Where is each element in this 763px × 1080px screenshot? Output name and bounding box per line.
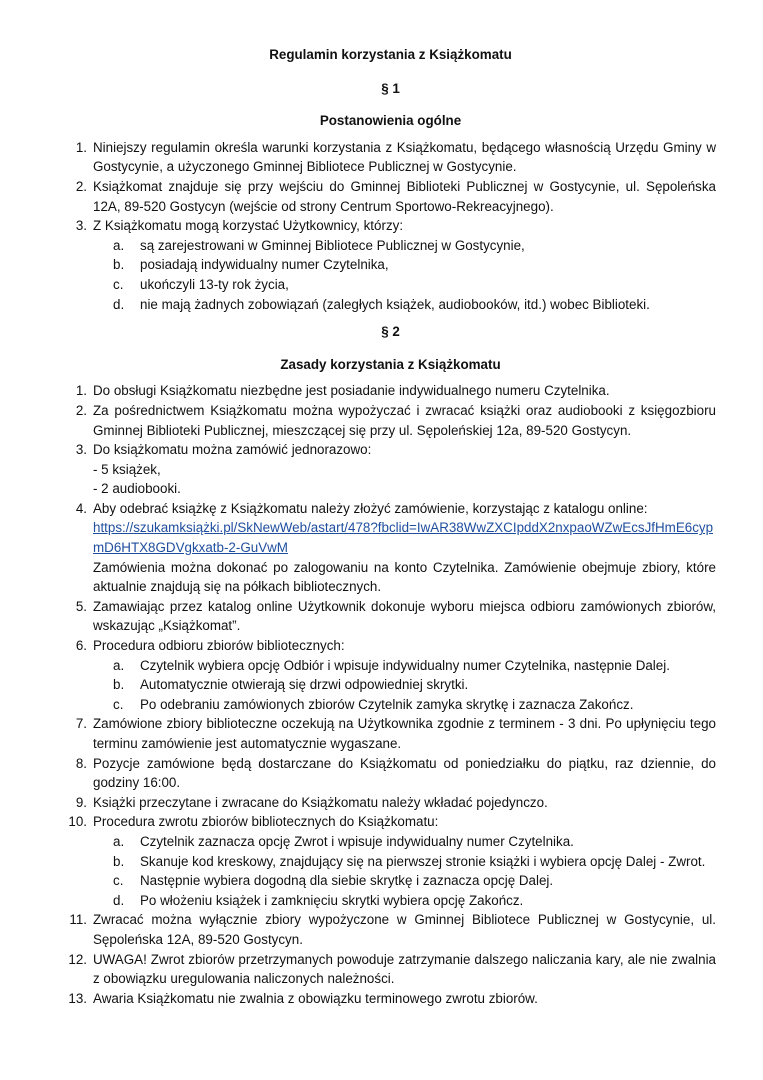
item-text: Do obsługi Książkomatu niezbędne jest posiadanie indywidualnego numeru Czytelnika. — [93, 383, 610, 399]
item-text: Zamówienia można dokonać po zalogowaniu na konto Czytelnika. Zamówienie obejmuje zbiory, które aktualnie znajdują się na półkach bibliotecznych. — [93, 559, 716, 595]
list-item — [65, 950, 716, 989]
sub-item-letter: c. — [113, 276, 124, 292]
sub-list-item — [93, 832, 716, 852]
item-text: Procedura zwrotu zbiorów bibliotecznych do Książkomatu: — [93, 814, 439, 830]
section-2-list — [65, 381, 716, 1008]
sub-list-item — [93, 656, 716, 676]
item-number: 2. — [75, 402, 87, 418]
section-2-heading: Zasady korzystania z Książkomatu — [280, 356, 501, 372]
list-item — [65, 793, 716, 813]
sub-list-item — [93, 695, 716, 715]
sub-item-text: Skanuje kod kreskowy, znajdujący się na pierwszej stronie książki i wybiera opcję Dalej - Zwrot. — [140, 853, 706, 869]
item-text: Niniejszy regulamin określa warunki korzystania z Książkomatu, będącego własnością Urzędu Gminy w Gostycynie, a użyczonego Gminnej Bibliotece Publicznej w Gostycynie. — [93, 139, 716, 175]
item-number: 4. — [75, 500, 87, 516]
list-item — [65, 812, 716, 910]
item-text: UWAGA! Zwrot zbiorów przetrzymanych powoduje zatrzymanie dalszego naliczania kary, ale nie zwalnia z obowiązku uregulowania naliczonych należności. — [93, 951, 716, 987]
sub-item-letter: a. — [113, 833, 125, 849]
item-text: Aby odebrać książkę z Książkomatu należy złożyć zamówienie, korzystając z katalogu online: — [93, 500, 648, 516]
sub-item-text: Następnie wybiera dogodną dla siebie skrytkę i zaznacza opcję Dalej. — [140, 873, 554, 889]
sub-item-letter: a. — [113, 657, 125, 673]
list-item — [65, 401, 716, 440]
item-number: 12. — [68, 951, 87, 967]
item-text: Książkomat znajduje się przy wejściu do Gminnej Biblioteki Publicznej w Gostycynie, ul. Sępoleńska 12A, 89-520 Gostycyn (wejście od strony Centrum Sportowo-Rekreacyjnego). — [93, 178, 716, 214]
item-text: Pozycje zamówione będą dostarczane do Książkomatu od poniedziałku do piątku, raz dziennie, do godziny 16:00. — [93, 755, 716, 791]
item-text: Zamawiając przez katalog online Użytkownik dokonuje wyboru miejsca odbioru zamówionych zbiorów, wskazując „Książkomat”. — [93, 598, 716, 634]
section-1-list — [65, 138, 716, 314]
sub-item-text: ukończyli 13-ty rok życia, — [140, 276, 289, 292]
sub-item-letter: d. — [113, 296, 125, 312]
item-number: 13. — [68, 990, 87, 1006]
sub-item-letter: c. — [113, 696, 124, 712]
sub-list-item — [93, 871, 716, 891]
sub-list-item — [93, 891, 716, 911]
list-item — [65, 216, 716, 314]
section-1-heading: Postanowienia ogólne — [319, 113, 462, 129]
item-number: 6. — [75, 638, 87, 654]
sub-list — [93, 236, 716, 314]
list-item — [65, 381, 716, 401]
sub-item-letter: b. — [113, 853, 125, 869]
item-number: 3. — [75, 218, 87, 234]
sub-item-text: Czytelnik wybiera opcję Odbiór i wpisuje indywidualny numer Czytelnika, następnie Dalej. — [140, 657, 670, 673]
item-text: Do książkomatu można zamówić jednorazowo: — [93, 442, 372, 458]
catalog-link[interactable]: https://szukamksiążki.pl/SkNewWeb/astart/478?fbclid=IwAR38WwZXCIpddX2nxpaoWZwEcsJfHmE6cypmD6HTX8GDVgkxatb-2-GuVwM — [93, 520, 714, 556]
list-item — [65, 440, 716, 499]
section-1-number: § 1 — [381, 80, 400, 96]
sub-list-item — [93, 255, 716, 275]
item-number: 8. — [75, 755, 87, 771]
sub-item-letter: d. — [113, 892, 125, 908]
sub-list-item — [93, 295, 716, 315]
sub-list-item — [93, 675, 716, 695]
item-number: 7. — [75, 716, 87, 732]
sub-item-text: posiadają indywidualny numer Czytelnika, — [140, 257, 389, 273]
item-number: 9. — [75, 794, 87, 810]
list-item — [65, 989, 716, 1009]
sub-item-text: Po włożeniu książek i zamknięciu skrytki wybiera opcję Zakończ. — [140, 892, 524, 908]
sub-item-letter: b. — [113, 677, 125, 693]
item-text: Z Książkomatu mogą korzystać Użytkownicy, którzy: — [93, 218, 404, 234]
item-number: 11. — [69, 912, 87, 928]
section-2-number: § 2 — [381, 324, 400, 340]
list-item — [65, 636, 716, 714]
item-text: Książki przeczytane i zwracane do Książkomatu należy wkładać pojedynczo. — [93, 794, 548, 810]
item-line: - 2 audiobooki. — [93, 481, 181, 497]
item-text: Zamówione zbiory biblioteczne oczekują na Użytkownika zgodnie z terminem - 3 dni. Po upłynięciu tego terminu zamówienie jest automatycznie wygaszane. — [93, 716, 716, 751]
sub-list-item — [93, 275, 716, 295]
sub-item-text: Czytelnik zaznacza opcję Zwrot i wpisuje indywidualny numer Czytelnika. — [140, 833, 574, 849]
document-title: Regulamin korzystania z Książkomatu — [269, 47, 512, 62]
list-item — [65, 499, 716, 597]
item-line: - 5 książek, — [93, 461, 161, 477]
sub-list — [93, 656, 716, 715]
list-item — [65, 754, 716, 793]
list-item — [65, 714, 716, 753]
sub-item-text: Po odebraniu zamówionych zbiorów Czytelnik zamyka skrytkę i zaznacza Zakończ. — [140, 696, 634, 712]
list-item — [65, 597, 716, 636]
sub-item-text: nie mają żadnych zobowiązań (zaległych książek, audiobooków, itd.) wobec Biblioteki. — [140, 296, 650, 312]
sub-item-text: Automatycznie otwierają się drzwi odpowiedniej skrytki. — [140, 677, 469, 693]
sub-item-letter: b. — [113, 257, 125, 273]
sub-item-letter: c. — [113, 873, 124, 889]
list-item — [65, 910, 716, 949]
sub-list — [93, 832, 716, 910]
item-text: Awaria Książkomatu nie zwalnia z obowiązku terminowego zwrotu zbiorów. — [93, 990, 538, 1006]
item-number: 5. — [75, 598, 87, 614]
sub-list-item — [93, 852, 716, 872]
item-number: 1. — [75, 383, 87, 399]
item-number: 2. — [75, 178, 87, 194]
item-text: Procedura odbioru zbiorów bibliotecznych: — [93, 638, 345, 654]
sub-item-letter: a. — [113, 237, 125, 253]
sub-item-text: są zarejestrowani w Gminnej Bibliotece Publicznej w Gostycynie, — [140, 237, 525, 253]
item-text: Za pośrednictwem Książkomatu można wypożyczać i zwracać książki oraz audiobooki z księgozbioru Gminnej Biblioteki Publicznej, mieszczącej się przy ul. Sępoleńskiej 12a, 89-520 Gostycyn. — [93, 402, 716, 438]
item-number: 1. — [75, 139, 87, 155]
sub-list-item — [93, 236, 716, 256]
item-number: 3. — [75, 442, 87, 458]
list-item — [65, 177, 716, 216]
item-text: Zwracać można wyłącznie zbiory wypożyczone w Gminnej Bibliotece Publicznej w Gostycynie, ul. Sępoleńska 12A, 89-520 Gostycyn. — [93, 912, 716, 947]
list-item — [65, 138, 716, 177]
item-number: 10. — [68, 814, 87, 830]
